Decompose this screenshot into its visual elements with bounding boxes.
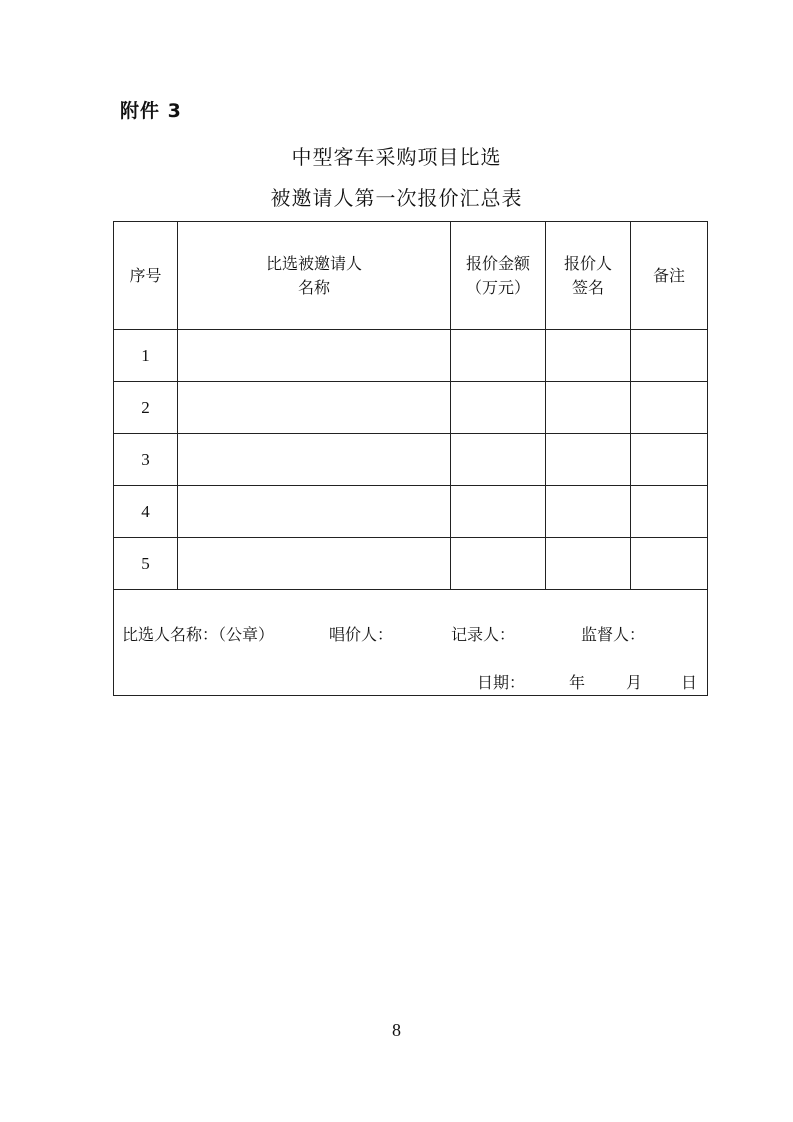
document-title-line1: 中型客车采购项目比选 [291,145,502,169]
remark-cell[interactable] [631,330,708,382]
table-header-row [114,222,708,330]
quote-amount-cell[interactable] [451,382,546,434]
header-quote-amount-line2: （万元） [465,277,530,297]
recorder-label: 记录人： [451,625,516,644]
date-year-label: 年 [569,673,586,692]
row-seq: 2 [114,382,178,434]
row-seq: 3 [114,434,178,486]
date-label: 日期： [477,673,526,692]
row-seq: 1 [114,330,178,382]
row-seq: 5 [114,538,178,590]
signatories-line [122,622,645,645]
header-quoter-signature-line1: 报价人 [563,253,612,273]
quote-amount-cell[interactable] [451,330,546,382]
table-row [114,538,708,590]
invitee-name-cell[interactable] [178,330,451,382]
header-seq-label: 序号 [129,265,162,285]
signature-cell[interactable] [546,382,631,434]
date-line [477,670,697,693]
signature-cell[interactable] [546,538,631,590]
remark-cell[interactable] [631,538,708,590]
header-quote-amount [451,222,546,330]
header-remark-label: 备注 [652,265,685,285]
table-row [114,330,708,382]
header-seq [114,222,178,330]
date-month-label: 月 [626,673,643,692]
table-row [114,434,708,486]
remark-cell[interactable] [631,434,708,486]
header-quoter-signature-line2: 签名 [571,277,604,297]
row-seq: 4 [114,486,178,538]
invitee-name-cell[interactable] [178,382,451,434]
remark-cell[interactable] [631,486,708,538]
invitee-name-cell[interactable] [178,486,451,538]
document-title-line2: 被邀请人第一次报价汇总表 [270,186,523,210]
signature-cell[interactable] [546,486,631,538]
header-quoter-signature [546,222,631,330]
signature-footer-cell [114,590,708,696]
attachment-label: 附件 3 [120,100,182,122]
invitee-name-cell[interactable] [178,434,451,486]
quotation-summary-table [113,221,708,696]
quote-amount-cell[interactable] [451,434,546,486]
table-row [114,382,708,434]
signature-cell[interactable] [546,330,631,382]
date-day-label: 日 [681,673,698,692]
table-row [114,486,708,538]
quote-amount-cell[interactable] [451,538,546,590]
quote-amount-cell[interactable] [451,486,546,538]
signature-cell[interactable] [546,434,631,486]
table-footer-row [114,590,708,696]
header-remark [631,222,708,330]
header-invitee-name [178,222,451,330]
price-caller-label: 唱价人： [329,625,394,644]
page-number: 8 [392,1020,401,1040]
selector-name-label: 比选人名称：（公章） [122,625,275,644]
header-invitee-name-line1: 比选被邀请人 [265,253,362,273]
remark-cell[interactable] [631,382,708,434]
header-invitee-name-line2: 名称 [297,277,330,297]
invitee-name-cell[interactable] [178,538,451,590]
header-quote-amount-line1: 报价金额 [465,253,530,273]
supervisor-label: 监督人： [581,625,646,644]
